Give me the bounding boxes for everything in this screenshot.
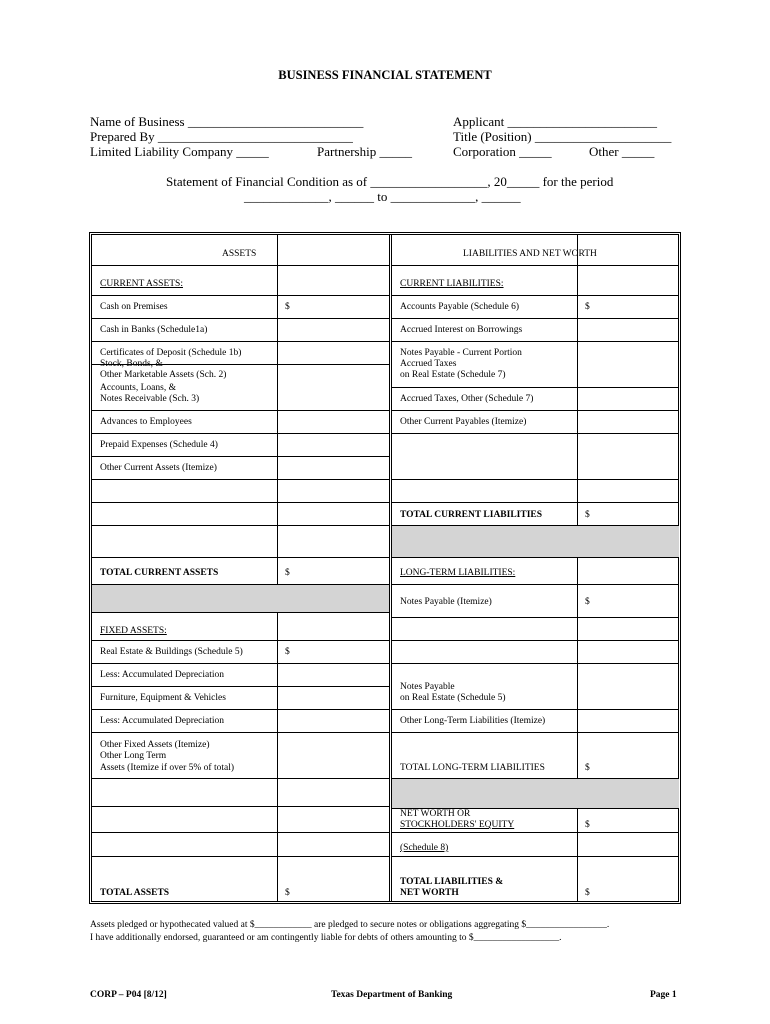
row-divider (92, 806, 389, 807)
notes-payable-re-label-2: on Real Estate (Schedule 5) (400, 693, 506, 703)
prepaid-label: Prepaid Expenses (Schedule 4) (100, 440, 218, 450)
cash-on-premises-label: Cash on Premises (100, 302, 168, 312)
total-current-assets-amount[interactable]: $ (285, 568, 290, 578)
applicant-field[interactable]: Applicant _______________________ (453, 114, 658, 129)
row-divider (92, 502, 389, 503)
row-divider (92, 456, 389, 457)
total-liabilities-amount[interactable]: $ (585, 888, 590, 898)
row-divider (92, 479, 389, 480)
current-liabilities-heading: CURRENT LIABILITIES: (400, 279, 504, 289)
certificates-label: Certificates of Deposit (Schedule 1b) (100, 348, 242, 358)
row-divider (92, 525, 389, 526)
notes-payable-itemize-amount[interactable]: $ (585, 597, 590, 607)
accrued-taxes-other-label: Accrued Taxes, Other (Schedule 7) (400, 394, 534, 404)
row-divider (92, 663, 389, 664)
accounts-label: Accounts, Loans, & (100, 383, 176, 393)
row-divider (392, 318, 679, 319)
liabilities-column-header: LIABILITIES AND NET WORTH (463, 249, 597, 259)
notes-payable-itemize-label: Notes Payable (Itemize) (400, 597, 492, 607)
row-divider (92, 341, 389, 342)
row-divider (92, 318, 389, 319)
total-current-liabilities-amount[interactable]: $ (585, 510, 590, 520)
current-assets-heading: CURRENT ASSETS: (100, 279, 183, 289)
total-current-liabilities-label: TOTAL CURRENT LIABILITIES (400, 510, 543, 520)
total-assets-label: TOTAL ASSETS (100, 888, 170, 898)
other-long-term-label-2: Assets (Itemize if over 5% of total) (100, 763, 235, 773)
accrued-interest-label: Accrued Interest on Borrowings (400, 325, 523, 335)
accounts-label-2: Notes Receivable (Sch. 3) (100, 394, 200, 404)
row-divider (392, 617, 679, 618)
row-divider (92, 778, 389, 779)
cash-in-banks-label: Cash in Banks (Schedule1a) (100, 325, 208, 335)
assets-amount-divider (277, 235, 278, 901)
statement-period-line[interactable]: _____________, ______ to _____________, ______ (244, 189, 521, 204)
row-divider (92, 686, 389, 687)
total-liabilities-label: TOTAL LIABILITIES & (400, 877, 504, 887)
shaded-row (392, 526, 679, 557)
row-divider (392, 265, 679, 266)
assets-column-header: ASSETS (222, 249, 257, 259)
row-divider (392, 640, 679, 641)
total-assets-amount[interactable]: $ (285, 888, 290, 898)
row-divider (92, 856, 389, 857)
advances-label: Advances to Employees (100, 417, 192, 427)
row-divider (392, 341, 679, 342)
other-long-term-label: Other Long Term (100, 751, 167, 761)
statement-date-line[interactable]: Statement of Financial Condition as of __________________, 20_____ for the period (166, 174, 614, 189)
long-term-liabilities-heading: LONG-TERM LIABILITIES: (400, 568, 516, 578)
partnership-field[interactable]: Partnership _____ (317, 144, 412, 159)
row-divider (92, 832, 389, 833)
cash-on-premises-amount[interactable]: $ (285, 302, 290, 312)
accrued-taxes-label: Accrued Taxes (400, 359, 457, 369)
other-field[interactable]: Other _____ (589, 144, 655, 159)
page-number: Page 1 (650, 990, 677, 1000)
schedule-8-label: (Schedule 8) (400, 843, 449, 853)
less-depreciation-label: Less: Accumulated Depreciation (100, 670, 224, 680)
row-divider (392, 832, 679, 833)
total-liabilities-label-2: NET WORTH (400, 888, 459, 898)
notes-payable-current-label: Notes Payable - Current Portion (400, 348, 522, 358)
row-divider (92, 612, 389, 613)
other-fixed-assets-label: Other Fixed Assets (Itemize) (100, 740, 210, 750)
row-divider (392, 433, 679, 434)
other-current-payables-label: Other Current Payables (Itemize) (400, 417, 527, 427)
row-divider (392, 295, 679, 296)
row-divider (92, 295, 389, 296)
accrued-taxes-label-2: on Real Estate (Schedule 7) (400, 370, 506, 380)
row-divider (92, 557, 389, 558)
net-worth-label: NET WORTH OR (400, 809, 471, 819)
notes-payable-re-label: Notes Payable (400, 682, 455, 692)
form-id: CORP – P04 [8/12] (90, 990, 167, 1000)
contingent-liability-note: I have additionally endorsed, guaranteed or am contingently liable for debts of others amounting to $__________________. (90, 933, 562, 943)
other-long-term-liabilities-label: Other Long-Term Liabilities (Itemize) (400, 716, 546, 726)
less-depreciation-label-2: Less: Accumulated Depreciation (100, 716, 224, 726)
page-title: BUSINESS FINANCIAL STATEMENT (278, 68, 492, 82)
row-divider (392, 557, 679, 558)
row-divider (92, 732, 389, 733)
row-divider (392, 663, 679, 664)
name-of-business-field[interactable]: Name of Business ___________________________ (90, 114, 364, 129)
total-long-term-liabilities-amount[interactable]: $ (585, 763, 590, 773)
real-estate-label: Real Estate & Buildings (Schedule 5) (100, 647, 243, 657)
furniture-label: Furniture, Equipment & Vehicles (100, 693, 226, 703)
row-divider (92, 640, 389, 641)
row-divider (92, 410, 389, 411)
row-divider (392, 584, 679, 585)
row-divider (392, 732, 679, 733)
other-current-assets-label: Other Current Assets (Itemize) (100, 463, 217, 473)
shaded-row (392, 779, 679, 808)
row-divider (92, 709, 389, 710)
corporation-field[interactable]: Corporation _____ (453, 144, 552, 159)
row-divider (92, 265, 389, 266)
shaded-row (92, 585, 389, 612)
row-divider (392, 387, 679, 388)
stocks-label: Stock, Bonds, & (100, 359, 163, 369)
title-position-field[interactable]: Title (Position) _____________________ (453, 129, 672, 144)
net-worth-label-2: STOCKHOLDERS' EQUITY (400, 820, 515, 830)
agency-name: Texas Department of Banking (331, 990, 453, 1000)
stocks-label-2: Other Marketable Assets (Sch. 2) (100, 370, 227, 380)
prepared-by-field[interactable]: Prepared By ______________________________ (90, 129, 353, 144)
net-worth-amount[interactable]: $ (585, 820, 590, 830)
row-divider (392, 856, 679, 857)
pledged-assets-note: Assets pledged or hypothecated valued at $____________ are pledged to secure notes or obligations aggregating $_________________. (90, 920, 610, 930)
row-divider (392, 502, 679, 503)
row-divider (392, 709, 679, 710)
row-divider (392, 479, 679, 480)
accounts-payable-amount[interactable]: $ (585, 302, 590, 312)
row-divider (392, 410, 679, 411)
accounts-payable-label: Accounts Payable (Schedule 6) (400, 302, 519, 312)
real-estate-amount[interactable]: $ (285, 647, 290, 657)
fixed-assets-heading: FIXED ASSETS: (100, 626, 167, 636)
row-divider (92, 433, 389, 434)
llc-field[interactable]: Limited Liability Company _____ (90, 144, 269, 159)
total-current-assets-label: TOTAL CURRENT ASSETS (100, 568, 219, 578)
total-long-term-liabilities-label: TOTAL LONG-TERM LIABILITIES (400, 763, 545, 773)
